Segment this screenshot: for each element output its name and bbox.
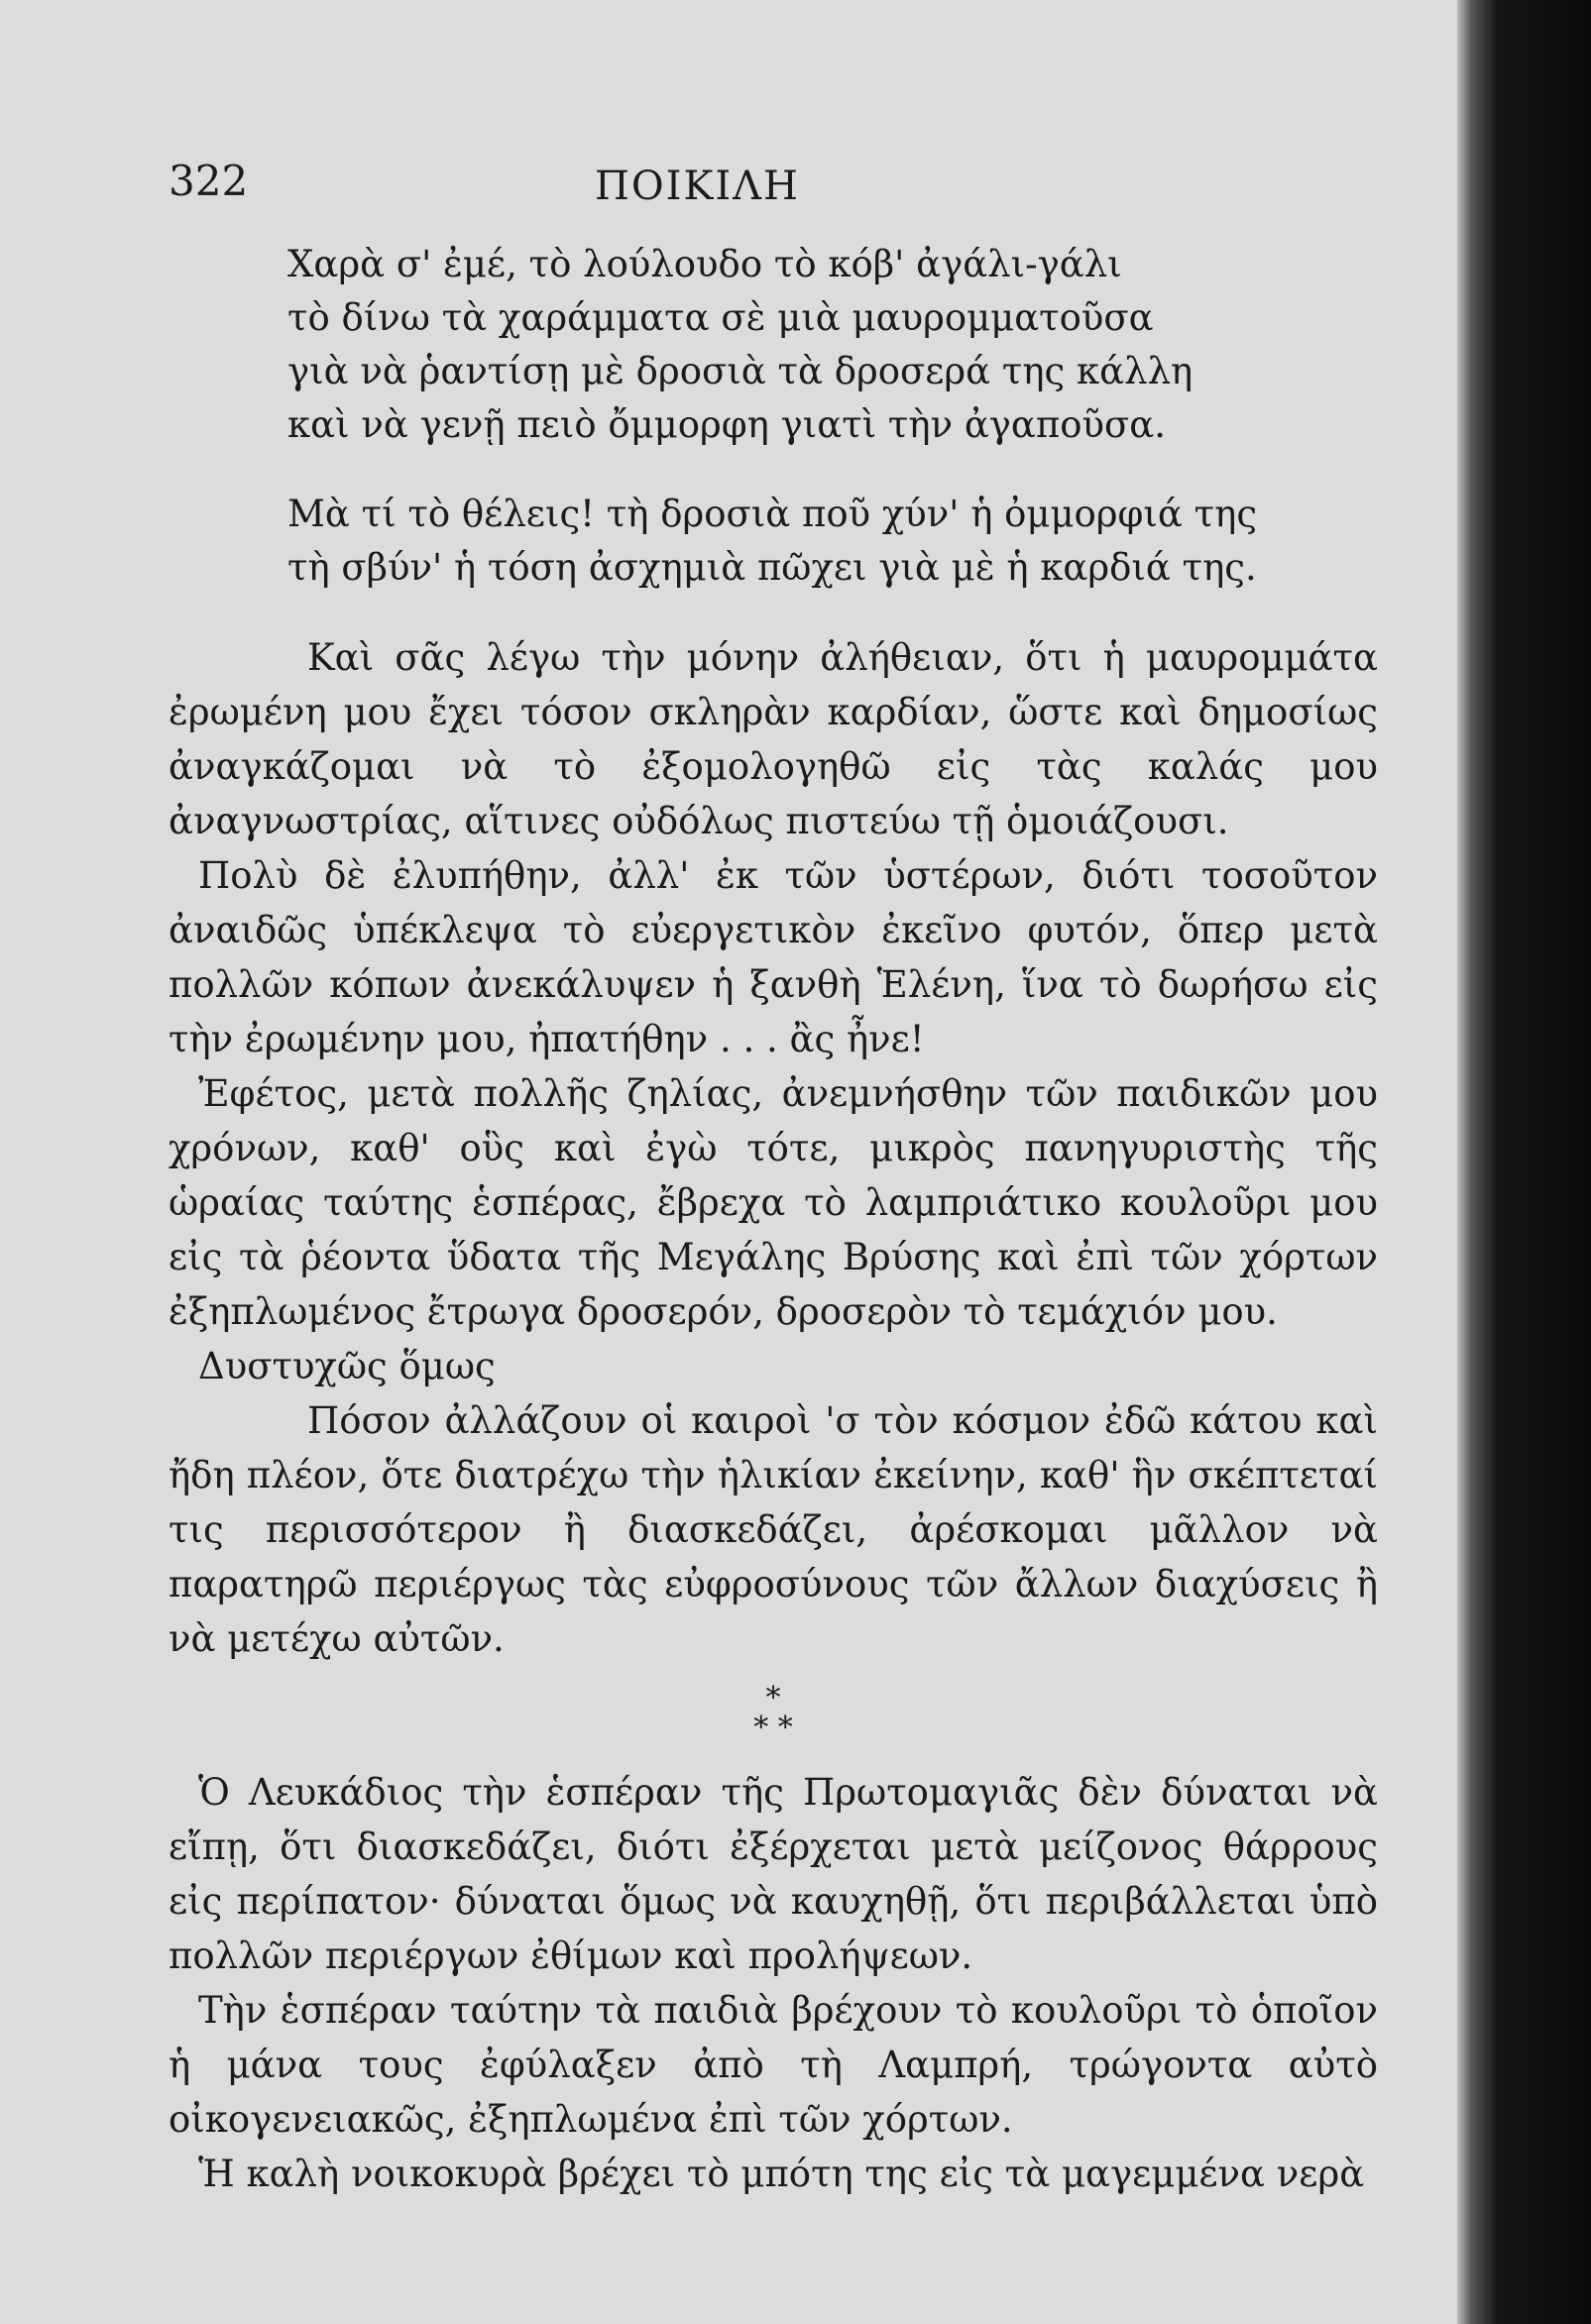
paragraph: Καὶ σᾶς λέγω τὴν μόνην ἀλήθειαν, ὅτι ἡ μαυρομμάτα ἐρωμένη μου ἔχει τόσον σκληρὰν καρδίαν, ὥστε καὶ δημοσίως ἀναγκάζομαι νὰ τὸ ἐξομολογηθῶ εἰς τὰς καλάς μου ἀναγνωστρίας, αἵτινες οὐδόλως πιστεύω τῇ ὁμοιάζουσι.	[169, 636, 1378, 842]
asterism: * * *	[753, 1681, 793, 1745]
paragraph: Δυστυχῶς ὅμως	[198, 1345, 496, 1387]
paragraph: Ὁ Λευκάδιος τὴν ἑσπέραν τῆς Πρωτομαγιᾶς δὲν δύναται νὰ εἴπῃ, ὅτι διασκεδάζει, διότι ἐξέρχεται μετὰ μείζονος θάρρους εἰς περίπατον· δύναται ὅμως νὰ καυχηθῇ, ὅτι περιβάλλεται ὑπὸ πολλῶν περιέργων ἐθίμων καὶ προλήψεων.	[169, 1771, 1378, 1977]
paragraph: Πόσον ἀλλάζουν οἱ καιροὶ 'σ τὸν κόσμον ἐδῶ κάτου καὶ ἤδη πλέον, ὅτε διατρέχω τὴν ἡλικίαν ἐκείνην, καθ' ἣν σκέπτεταί τις περισσότερον ἢ διασκεδάζει, ἀρέσκομαι μᾶλλον νὰ παρατηρῶ περιέργως τὰς εὐφροσύνους τῶν ἄλλων διαχύσεις ἢ νὰ μετέχω αὐτῶν.	[169, 1399, 1378, 1660]
poem-line: Μὰ τί τὸ θέλεις! τὴ δροσιὰ ποῦ χύν' ἡ ὀμμορφιά της	[287, 493, 1258, 535]
prose	[169, 630, 1378, 2201]
paragraph: Πολὺ δὲ ἐλυπήθην, ἀλλ' ἐκ τῶν ὑστέρων, διότι τοσοῦτον ἀναιδῶς ὑπέκλεψα τὸ εὐεργετικὸν ἐκεῖνο φυτόν, ὅπερ μετὰ πολλῶν κόπων ἀνεκάλυψεν ἡ ξανθὴ Ἑλένη, ἵνα τὸ δωρήσω εἰς τὴν ἐρωμένην μου, ἠπατήθην . . . ἂς ἦνε!	[169, 854, 1378, 1060]
page-number: 322	[169, 157, 249, 205]
paragraph: Ἐφέτος, μετὰ πολλῆς ζηλίας, ἀνεμνήσθην τῶν παιδικῶν μου χρόνων, καθ' οὓς καὶ ἐγὼ τότε, μικρὸς πανηγυριστὴς τῆς ὡραίας ταύτης ἑσπέρας, ἔβρεχα τὸ λαμπριάτικο κουλοῦρι μου εἰς τὰ ῥέοντα ὕδατα τῆς Μεγάλης Βρύσης καὶ ἐπὶ τῶν χόρτων ἐξηπλωμένος ἔτρωγα δροσερόν, δροσερὸν τὸ τεμάχιόν μου.	[169, 1072, 1378, 1333]
poem-line: τὴ σβύν' ἡ τόση ἀσχημιὰ πῶχει γιὰ μὲ ἡ καρδιά της.	[287, 546, 1257, 589]
poem-line: τὸ δίνω τὰ χαράμματα σὲ μιὰ μαυρομματοῦσα	[287, 296, 1154, 339]
paragraph: Τὴν ἑσπέραν ταύτην τὰ παιδιὰ βρέχουν τὸ κουλοῦρι τὸ ὁποῖον ἡ μάνα τους ἐφύλαξεν ἀπὸ τὴ Λαμπρή, τρώγοντα αὐτὸ οἰκογενειακῶς, ἐξηπλωμένα ἐπὶ τῶν χόρτων.	[169, 1989, 1378, 2141]
paragraph: Ἡ καλὴ νοικοκυρὰ βρέχει τὸ μπότη της εἰς τὰ μαγεμμένα νερὰ	[198, 2153, 1365, 2195]
text-block	[169, 238, 1378, 2201]
poem-stanza	[287, 238, 1378, 452]
running-head: ΠΟΙΚΙΛΗ	[595, 164, 800, 209]
section-break	[169, 1681, 1378, 1745]
poem-stanza	[287, 488, 1378, 595]
book-spine-shadow	[1457, 0, 1591, 2324]
poem-line: γιὰ νὰ ῥαντίσῃ μὲ δροσιὰ τὰ δροσερά της κάλλη	[287, 350, 1193, 392]
poem-line: Χαρὰ σ' ἐμέ, τὸ λούλουδο τὸ κόβ' ἀγάλι-γάλι	[287, 243, 1122, 285]
poem	[287, 238, 1378, 595]
poem-line: καὶ νὰ γενῇ πειὸ ὄμμορφη γιατὶ τὴν ἀγαποῦσα.	[287, 403, 1166, 446]
